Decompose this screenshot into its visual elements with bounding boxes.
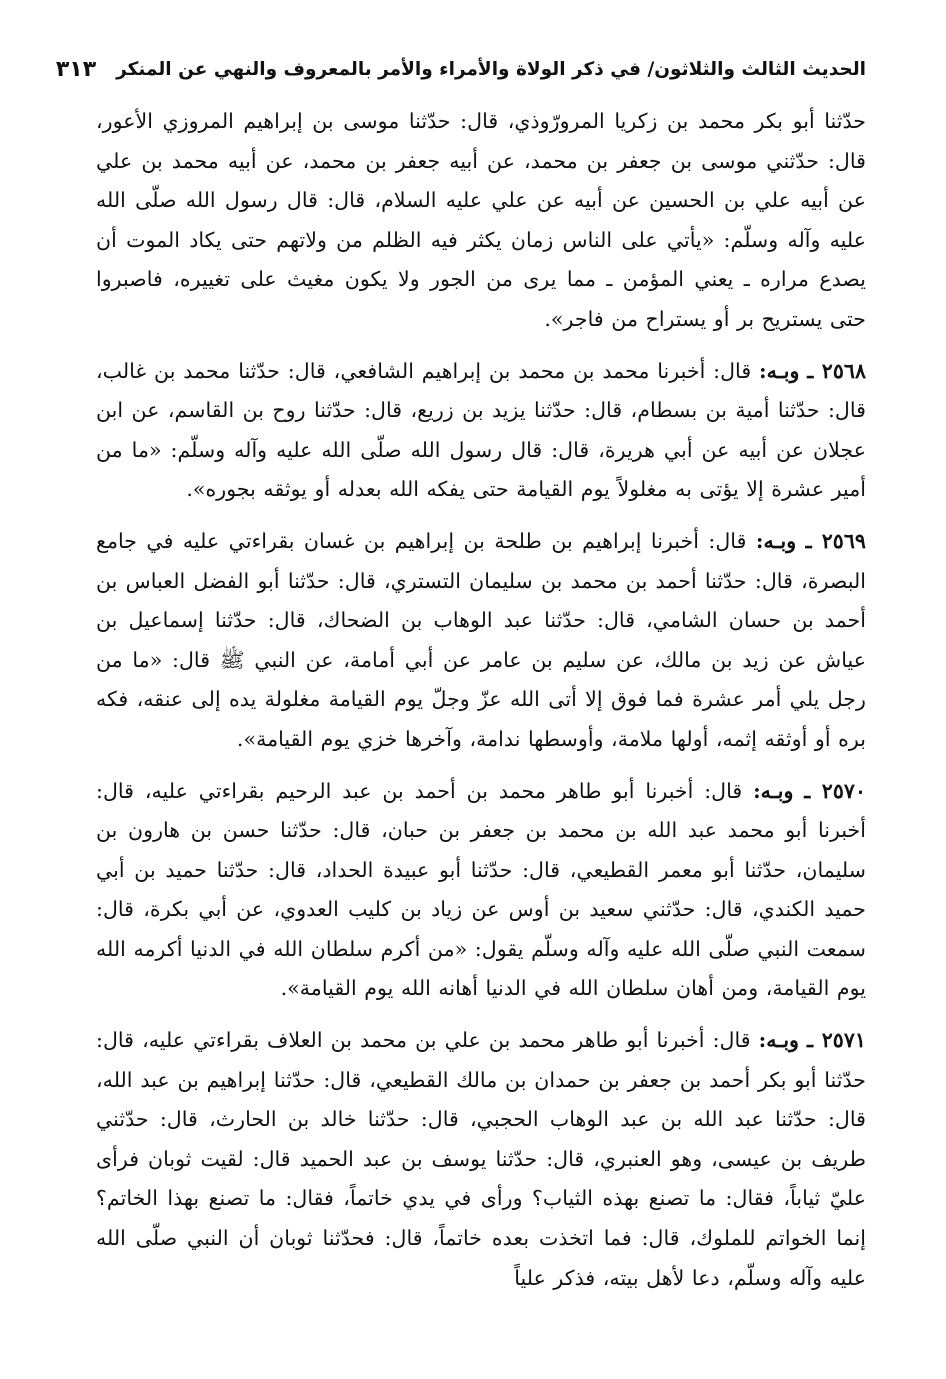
hadith-paragraph [96,522,866,760]
hadith-paragraph [96,352,866,510]
hadith-number: ٢٥٦٩ ـ [805,528,866,553]
hadith-number: ٢٥٧٠ ـ [804,778,867,803]
paragraph-text: قال: أخبرنا محمد بن محمد بن إبراهيم الشافعي، قال: حدّثنا محمد بن غالب، قال: حدّثنا أمية بن بسطام، قال: حدّثنا يزيد بن زريع، قال: حدّثنا روح بن القاسم، عن ابن عجلان عن أبيه عن أبي هريرة، قال: قال رسول الله صلّى الله عليه وآله وسلّم: «ما من أمير عشرة إلا يؤتى به مغلولاً يوم القيامة حتى يفكه الله بعدله أو يوثقه بجوره». [96,358,866,502]
page-header [55,50,866,88]
paragraph-text: حدّثنا أبو بكر محمد بن زكريا المرورّوذي، قال: حدّثنا موسى بن إبراهيم المروزي الأعور، قال: حدّثني موسى بن جعفر بن محمد، عن أبيه جعفر بن محمد، عن أبيه محمد بن علي عن أبيه علي بن الحسين عن أبيه عن علي عليه السلام، قال: قال رسول الله صلّى الله عليه وآله وسلّم: «يأتي على الناس زمان يكثر فيه الظلم من ولاتهم حتى يكاد الموت أن يصدع مراره ـ يعني المؤمن ـ مما يرى من الجور ولا يكون مغيث على تغييره، فاصبروا حتى يستريح بر أو يستراح من فاجر». [96,109,866,331]
hadith-paragraph [96,1021,866,1298]
hadith-lead: وبـه: [758,1028,799,1053]
hadith-lead: وبـه: [755,528,797,553]
hadith-lead: وبـه: [759,358,800,383]
book-page [55,50,867,1365]
body-text [96,102,866,1298]
page-number: ٣١٣ [55,56,97,82]
hadith-paragraph [96,772,866,1010]
hadith-number: ٢٥٦٨ ـ [807,358,867,383]
paragraph-text: قال: أخبرنا أبو طاهر محمد بن أحمد بن عبد الرحيم بقراءتي عليه، قال: أخبرنا أبو محمد عبد الله بن محمد بن جعفر بن حبان، قال: حدّثنا حسن بن هارون بن سليمان، حدّثنا أبو معمر القطيعي، قال: حدّثنا أبو عبيدة الحداد، قال: حدّثنا حميد بن أبي حميد الكندي، قال: حدّثني سعيد بن أوس عن زياد بن كليب العدوي، عن أبي بكرة، قال: سمعت النبي صلّى الله عليه وآله وسلّم يقول: «من أكرم سلطان الله في الدنيا أكرمه الله يوم القيامة، ومن أهان سلطان الله في الدنيا أهانه الله يوم القيامة». [96,778,866,1001]
hadith-number: ٢٥٧١ ـ [807,1028,866,1053]
running-title: الحديث الثالث والثلاثون/ في ذكر الولاة والأمراء والأمر بالمعروف والنهي عن المنكر [116,58,866,80]
hadith-lead: وبـه: [753,778,794,803]
paragraph-text: قال: أخبرنا أبو طاهر محمد بن علي بن محمد بن العلاف بقراءتي عليه، قال: حدّثنا أبو بكر أحمد بن جعفر بن حمدان بن مالك القطيعي، قال: حدّثنا إبراهيم بن عبد الله، قال: حدّثنا عبد الله بن عبد الوهاب الحجبي، قال: حدّثنا خالد بن الحارث، قال: حدّثني طريف بن عيسى، وهو العنبري، قال: حدّثنا يوسف بن عبد الحميد قال: لقيت ثوبان فرأى عليّ ثياباً، فقال: ما تصنع بهذه الثياب؟ ورأى في يدي خاتماً، فقال: ما تصنع بهذا الخاتم؟ إنما الخواتم للملوك، قال: فما اتخذت بعده خاتماً، قال: فحدّثنا ثوبان أن النبي صلّى الله عليه وآله وسلّم، دعا لأهل بيته، فذكر علياً [96,1028,866,1290]
paragraph-text: قال: أخبرنا إبراهيم بن طلحة بن إبراهيم بن غسان بقراءتي عليه في جامع البصرة، قال: حدّثنا أحمد بن محمد بن سليمان التستري، قال: حدّثنا أبو الفضل العباس بن أحمد بن حسان الشامي، قال: حدّثنا عبد الوهاب بن الضحاك، قال: حدّثنا إسماعيل بن عياش عن زيد بن مالك، عن سليم بن عامر عن أبي أمامة، عن النبي ﷺ قال: «ما من رجل يلي أمر عشرة فما فوق إلا أتى الله عزّ وجلّ يوم القيامة مغلولة يده إلى عنقه، فكه بره أو أوثقه إثمه، أولها ملامة، وأوسطها ندامة، وآخرها خزي يوم القيامة». [96,528,866,751]
hadith-paragraph [96,102,866,340]
